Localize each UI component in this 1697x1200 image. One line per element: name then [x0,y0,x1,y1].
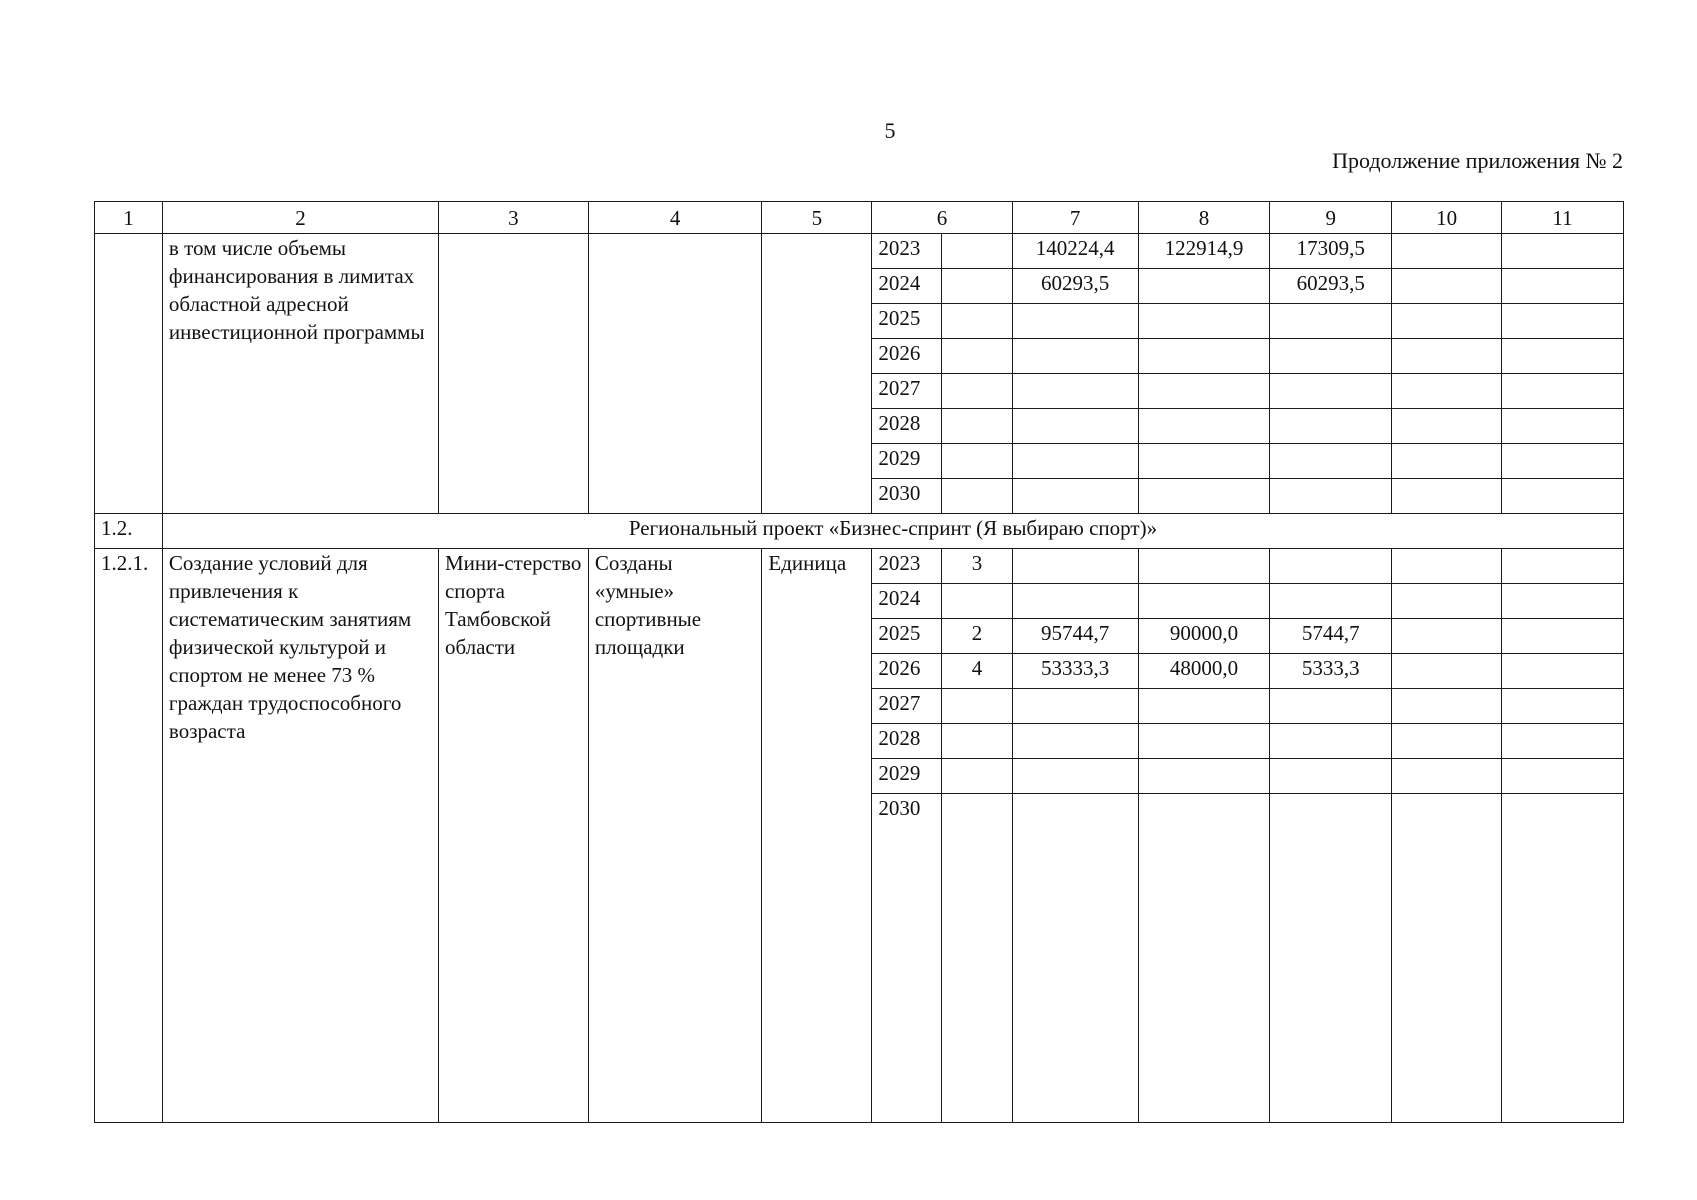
col11-cell [1502,269,1624,304]
col11-cell [1502,304,1624,339]
federal-amount-cell [1138,689,1270,724]
col11-cell [1502,374,1624,409]
table-row [95,234,1624,269]
table-body [95,202,1624,1123]
header-row [95,202,1624,234]
year-cell: 2025 [872,304,942,339]
quantity-cell [942,339,1012,374]
federal-amount-cell: 90000,0 [1138,619,1270,654]
col10-cell [1392,584,1502,619]
col11-cell [1502,339,1624,374]
year-cell: 2024 [872,269,942,304]
header-cell: 2 [162,202,438,234]
year-cell: 2027 [872,689,942,724]
total-amount-cell [1012,549,1138,584]
federal-amount-cell [1138,409,1270,444]
item-description: в том числе объемы финансирования в лимитах областной адресной инвестиционной программы [162,234,438,514]
col10-cell [1392,724,1502,759]
year-cell: 2028 [872,724,942,759]
quantity-cell [942,724,1012,759]
regional-amount-cell [1270,584,1392,619]
federal-amount-cell [1138,794,1270,1123]
regional-amount-cell [1270,549,1392,584]
item-number: 1.2.1. [95,549,163,1123]
total-amount-cell [1012,409,1138,444]
item-result [588,234,762,514]
col10-cell [1392,759,1502,794]
federal-amount-cell [1138,444,1270,479]
year-cell: 2028 [872,409,942,444]
total-amount-cell [1012,759,1138,794]
quantity-cell [942,794,1012,1123]
quantity-cell [942,304,1012,339]
regional-amount-cell [1270,374,1392,409]
regional-amount-cell [1270,409,1392,444]
col11-cell [1502,724,1624,759]
section-row [95,514,1624,549]
quantity-cell [942,269,1012,304]
item-number [95,234,163,514]
federal-amount-cell [1138,549,1270,584]
federal-amount-cell [1138,269,1270,304]
item-unit [762,234,872,514]
col11-cell [1502,444,1624,479]
federal-amount-cell [1138,584,1270,619]
header-cell: 5 [762,202,872,234]
col11-cell [1502,759,1624,794]
regional-amount-cell [1270,724,1392,759]
federal-amount-cell [1138,759,1270,794]
quantity-cell [942,234,1012,269]
total-amount-cell [1012,794,1138,1123]
col10-cell [1392,409,1502,444]
total-amount-cell [1012,724,1138,759]
year-cell: 2029 [872,444,942,479]
year-cell: 2023 [872,549,942,584]
col10-cell [1392,339,1502,374]
col10-cell [1392,304,1502,339]
year-cell: 2029 [872,759,942,794]
col11-cell [1502,794,1624,1123]
table-row [95,549,1624,584]
federal-amount-cell [1138,339,1270,374]
section-title: Региональный проект «Бизнес-спринт (Я выбираю спорт)» [162,514,1623,549]
quantity-cell [942,409,1012,444]
header-cell: 9 [1270,202,1392,234]
year-cell: 2026 [872,339,942,374]
item-unit: Единица [762,549,872,1123]
federal-amount-cell [1138,479,1270,514]
regional-amount-cell: 60293,5 [1270,269,1392,304]
total-amount-cell [1012,374,1138,409]
col10-cell [1392,689,1502,724]
col11-cell [1502,234,1624,269]
total-amount-cell [1012,444,1138,479]
total-amount-cell [1012,584,1138,619]
total-amount-cell [1012,479,1138,514]
col10-cell [1392,234,1502,269]
financing-table [94,201,1624,1123]
total-amount-cell: 60293,5 [1012,269,1138,304]
quantity-cell: 2 [942,619,1012,654]
col10-cell [1392,654,1502,689]
col11-cell [1502,654,1624,689]
regional-amount-cell: 5744,7 [1270,619,1392,654]
total-amount-cell [1012,339,1138,374]
year-cell: 2024 [872,584,942,619]
regional-amount-cell: 5333,3 [1270,654,1392,689]
regional-amount-cell [1270,304,1392,339]
total-amount-cell: 53333,3 [1012,654,1138,689]
quantity-cell [942,689,1012,724]
section-number: 1.2. [95,514,163,549]
continuation-label: Продолжение приложения № 2 [1332,148,1623,173]
total-amount-cell [1012,304,1138,339]
quantity-cell [942,759,1012,794]
header-cell: 1 [95,202,163,234]
year-cell: 2030 [872,479,942,514]
quantity-cell: 4 [942,654,1012,689]
col10-cell [1392,479,1502,514]
header-cell: 4 [588,202,762,234]
item-executor [438,234,588,514]
quantity-cell [942,479,1012,514]
quantity-cell [942,584,1012,619]
header-cell: 6 [872,202,1012,234]
header-cell: 8 [1138,202,1270,234]
quantity-cell [942,444,1012,479]
year-cell: 2027 [872,374,942,409]
year-cell: 2030 [872,794,942,1123]
regional-amount-cell [1270,759,1392,794]
col10-cell [1392,794,1502,1123]
year-cell: 2023 [872,234,942,269]
col11-cell [1502,584,1624,619]
col11-cell [1502,409,1624,444]
col11-cell [1502,549,1624,584]
regional-amount-cell [1270,794,1392,1123]
header-cell: 7 [1012,202,1138,234]
item-executor: Мини-стерство спорта Тамбовской области [438,549,588,1123]
col10-cell [1392,549,1502,584]
col10-cell [1392,444,1502,479]
col11-cell [1502,689,1624,724]
col10-cell [1392,619,1502,654]
regional-amount-cell [1270,444,1392,479]
total-amount-cell [1012,689,1138,724]
federal-amount-cell [1138,724,1270,759]
total-amount-cell: 95744,7 [1012,619,1138,654]
col10-cell [1392,374,1502,409]
federal-amount-cell: 122914,9 [1138,234,1270,269]
federal-amount-cell [1138,304,1270,339]
col11-cell [1502,479,1624,514]
federal-amount-cell: 48000,0 [1138,654,1270,689]
header-cell: 3 [438,202,588,234]
regional-amount-cell [1270,479,1392,514]
total-amount-cell: 140224,4 [1012,234,1138,269]
year-cell: 2026 [872,654,942,689]
quantity-cell [942,374,1012,409]
page-number: 5 [884,118,896,143]
year-cell: 2025 [872,619,942,654]
regional-amount-cell: 17309,5 [1270,234,1392,269]
regional-amount-cell [1270,689,1392,724]
quantity-cell: 3 [942,549,1012,584]
regional-amount-cell [1270,339,1392,374]
federal-amount-cell [1138,374,1270,409]
item-result: Созданы «умные» спортивные площадки [588,549,762,1123]
header-cell: 10 [1392,202,1502,234]
col10-cell [1392,269,1502,304]
header-cell: 11 [1502,202,1624,234]
item-description: Создание условий для привлечения к систематическим занятиям физической культурой и спортом не менее 73 % граждан трудоспособного возраста [162,549,438,1123]
col11-cell [1502,619,1624,654]
